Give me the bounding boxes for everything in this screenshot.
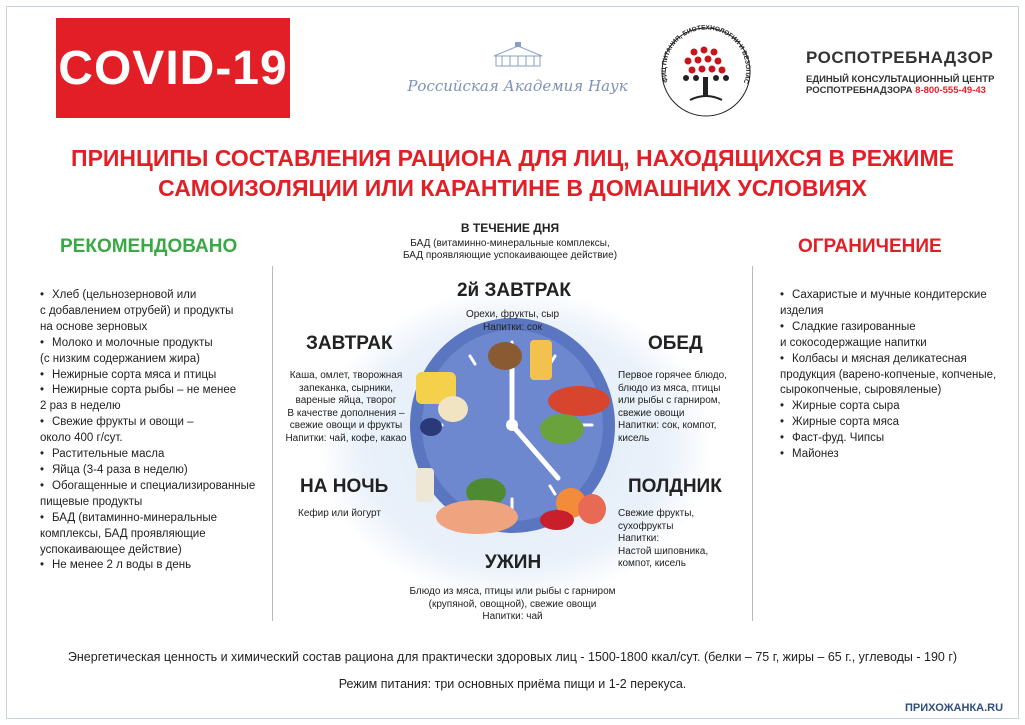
meal-line: Орехи, фрукты, сыр xyxy=(465,309,560,320)
list-item: • БАД (витаминно-минеральные xyxy=(40,511,265,527)
energy-note: Энергетическая ценность и химический состав рациона для практически здоровых лиц - 1500-1800 ккал/сут. (белки – 75 г, жиры – 65 г., углеводы - 190 г) xyxy=(67,650,958,664)
dinner-text xyxy=(380,586,645,624)
list-item: • Нежирные сорта рыбы – не менее xyxy=(40,383,265,399)
juice-glass-image xyxy=(530,340,552,380)
list-item: • Обогащенные и специализированные xyxy=(40,479,265,495)
tree-logo-text: ФИЦ ПИТАНИЯ, БИОТЕХНОЛОГИИ И БЕЗОПАС xyxy=(660,24,752,85)
meal-line: Свежие фрукты, xyxy=(618,508,695,519)
night-text xyxy=(298,508,408,521)
nuts-image xyxy=(488,342,522,370)
meal-line: запеканка, сырники, xyxy=(298,382,394,394)
title-line2: САМОИЗОЛЯЦИИ ИЛИ КАРАНТИНЕ В ДОМАШНИХ УСЛОВИЯХ xyxy=(158,175,867,201)
list-item: • Фаст-фуд. Чипсы xyxy=(780,431,1000,447)
list-item: на основе зерновых xyxy=(40,320,148,333)
meal-line: Настой шиповника, xyxy=(618,545,709,557)
list-item: (с низким содержанием жира) xyxy=(40,352,201,365)
meal-line: Напитки: сок xyxy=(483,321,542,333)
list-item: около 400 г/сут. xyxy=(40,432,123,445)
salad-image xyxy=(540,414,584,444)
recommended-list xyxy=(40,288,265,574)
meal-line: свежие овощи и фрукты xyxy=(289,420,403,432)
meal-line: Кефир или йогурт xyxy=(298,508,381,519)
restriction-list xyxy=(780,288,1000,463)
rpn-line1: ЕДИНЫЙ КОНСУЛЬТАЦИОННЫЙ ЦЕНТР xyxy=(806,74,995,85)
page-title xyxy=(30,143,995,203)
during-day-line1: БАД (витаминно-минеральные комплексы, xyxy=(410,238,610,249)
lunch-text xyxy=(618,370,752,446)
watermark: ПРИХОЖАНКА.RU xyxy=(905,702,1004,714)
list-item: • Колбасы и мясная деликатесная xyxy=(780,352,1000,368)
building-icon xyxy=(488,42,548,68)
second-breakfast-title: 2й ЗАВТРАК xyxy=(456,280,572,301)
breakfast-title: ЗАВТРАК xyxy=(306,333,393,354)
grapefruit-image xyxy=(578,494,606,524)
meal-line: вареные яйца, творог xyxy=(295,395,397,407)
list-item: • Жирные сорта мяса xyxy=(780,415,1000,431)
berries-image xyxy=(420,418,442,436)
meal-line: или рыбы с гарниром, xyxy=(618,395,721,407)
list-item: • Молоко и молочные продукты xyxy=(40,336,265,352)
list-item: • Не менее 2 л воды в день xyxy=(40,558,265,574)
list-item: • Майонез xyxy=(780,447,1000,463)
list-item: продукция (варено-копченые, копченые, xyxy=(780,368,997,381)
list-item: 2 раз в неделю xyxy=(40,400,121,413)
list-item: • Свежие фрукты и овощи – xyxy=(40,415,265,431)
covid-badge: COVID-19 xyxy=(56,18,290,118)
list-item: успокаивающее действие) xyxy=(40,543,182,556)
rpn-title: РОСПОТРЕБНАДЗОР xyxy=(806,48,994,67)
dinner-title: УЖИН xyxy=(484,552,542,573)
meal-line: кисель xyxy=(618,432,650,444)
night-title: НА НОЧЬ xyxy=(300,476,389,497)
meal-line: сухофрукты xyxy=(618,520,674,532)
second-breakfast-text xyxy=(420,309,605,334)
list-item: и сокосодержащие напитки xyxy=(780,336,927,349)
rospotrebnadzor-block xyxy=(806,48,1006,96)
during-day-heading: В ТЕЧЕНИЕ ДНЯ xyxy=(460,221,560,235)
ran-logo-text: Российская Академия Наук xyxy=(407,77,628,95)
fish-plate-image xyxy=(436,500,518,534)
soup-image xyxy=(548,386,610,416)
eggs-image xyxy=(438,396,468,422)
list-item: сырокопченые, сыровяленые) xyxy=(780,384,942,397)
meal-line: Напитки: чай xyxy=(482,611,543,623)
meal-line: Блюдо из мяса, птицы или рыбы с гарниром xyxy=(409,586,616,597)
list-item: комплексы, БАД проявляющие xyxy=(40,527,206,540)
regime-note: Режим питания: три основных приёма пищи и 1-2 перекуса. xyxy=(338,677,687,691)
tree-icon xyxy=(650,22,762,122)
lunch-title: ОБЕД xyxy=(648,333,703,354)
list-item: с добавлением отрубей) и продукты xyxy=(40,304,234,317)
list-item: • Растительные масла xyxy=(40,447,265,463)
ran-logo xyxy=(400,42,635,102)
restriction-heading: ОГРАНИЧЕНИЕ xyxy=(798,236,942,257)
list-item: • Сахаристые и мучные кондитерские xyxy=(780,288,1000,304)
snack-title: ПОЛДНИК xyxy=(628,476,722,497)
meal-line: В качестве дополнения – xyxy=(287,407,405,419)
meal-line: Каша, омлет, творожная xyxy=(289,370,403,381)
list-item: • Хлеб (цельнозерновой или xyxy=(40,288,265,304)
list-item: пищевые продукты xyxy=(40,495,143,508)
list-item: • Жирные сорта сыра xyxy=(780,399,1000,415)
meal-line: компот, кисель xyxy=(618,558,686,570)
meal-line: Напитки: xyxy=(618,533,660,545)
meal-line: Первое горячее блюдо, xyxy=(618,370,727,381)
meal-line: (крупяной, овощной), свежие овощи xyxy=(428,598,597,610)
rpn-line2: РОСПОТРЕБНАДЗОРА xyxy=(806,85,913,96)
title-line1: ПРИНЦИПЫ СОСТАВЛЕНИЯ РАЦИОНА ДЛЯ ЛИЦ, НАХОДЯЩИХСЯ В РЕЖИМЕ xyxy=(71,145,954,171)
strawberries-image xyxy=(540,510,574,530)
snack-text xyxy=(618,508,752,571)
meal-line: Напитки: сок, компот, xyxy=(618,420,717,432)
list-item: изделия xyxy=(780,304,824,317)
svg-text:ФИЦ ПИТАНИЯ, БИОТЕХНОЛОГИИ И Б xyxy=(650,22,751,85)
kefir-glass-image xyxy=(416,468,434,502)
rpn-phone: 8-800-555-49-43 xyxy=(915,85,986,96)
list-item: • Яйца (3-4 раза в неделю) xyxy=(40,463,265,479)
during-day-line2: БАД проявляющие успокаивающее действие) xyxy=(402,250,618,261)
breakfast-text xyxy=(276,370,416,446)
meal-line: Напитки: чай, кофе, какао xyxy=(285,432,407,444)
nutrition-center-logo xyxy=(650,22,762,122)
list-item: • Нежирные сорта мяса и птицы xyxy=(40,368,265,384)
divider-left xyxy=(272,266,273,621)
during-day-block xyxy=(390,221,630,262)
meal-line: свежие овощи xyxy=(618,407,685,419)
recommended-heading: РЕКОМЕНДОВАНО xyxy=(60,236,238,257)
list-item: • Сладкие газированные xyxy=(780,320,1000,336)
divider-right xyxy=(752,266,753,621)
meal-line: блюдо из мяса, птицы xyxy=(618,382,721,394)
